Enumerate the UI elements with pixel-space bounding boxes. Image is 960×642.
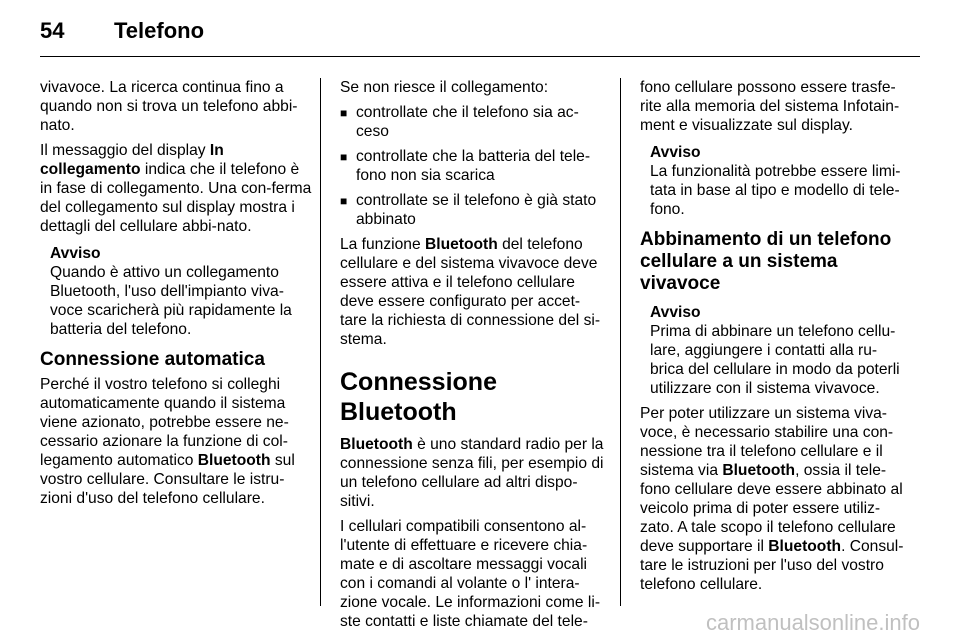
section-heading: Connessione automatica	[40, 349, 265, 370]
column-2	[340, 78, 606, 637]
text-run: sul vostro cellulare. Consultare le istru-zioni d'uso del telefono cellulare.	[40, 452, 295, 507]
list-item-text: controllate che il telefono sia ac-ceso	[356, 104, 579, 140]
paragraph	[40, 375, 312, 508]
paragraph: I cellulari compatibili consentono al-l'utente di effettuare e ricevere chia-mate e di ascoltare messaggi vocali con i comandi al volante o l' intera-zione vocale. Le informazioni come li-ste contatti e liste chiamate del tele-	[340, 518, 601, 630]
list-item-text: controllate che la batteria del tele-fono non sia scarica	[356, 148, 591, 184]
note-title: Avviso	[50, 245, 101, 262]
text-run: del telefono cellulare e del sistema vivavoce deve essere attiva e il telefono cellulare deve essere configurato per accet-tare la richiesta di connessione del si-stema.	[340, 236, 601, 348]
text-run: è uno standard radio per la connessione senza fili, per esempio di un telefono cellulare ad altri dispo-sitivi.	[340, 436, 604, 510]
bold-term: Bluetooth	[768, 538, 842, 555]
note-text: Quando è attivo un collegamento Bluetooth, l'uso dell'impianto viva-voce scaricherà più rapidamente la batteria del telefono.	[50, 264, 292, 338]
paragraph: vivavoce. La ricerca continua fino a quando non si trova un telefono abbi-nato.	[40, 79, 298, 134]
header-rule	[40, 56, 920, 57]
text-run: Il messaggio del display	[40, 142, 210, 159]
note-box	[650, 303, 908, 398]
text-run: . Consul-tare le istruzioni per l'uso del vostro telefono cellulare.	[640, 538, 904, 593]
section-heading: Connessione Bluetooth	[340, 368, 497, 426]
list-item	[340, 103, 606, 141]
bullet-icon: ■	[340, 150, 348, 164]
bold-term: Bluetooth	[424, 236, 498, 253]
list-item	[340, 191, 606, 229]
bullet-icon: ■	[340, 194, 348, 208]
text-run: , ossia il tele-fono cellulare deve essere abbinato al veicolo prima di poter essere utiliz-zato. A tale scopo il telefono cellulare deve supportare il	[640, 462, 903, 555]
list-item-text: controllate se il telefono è già stato abbinato	[356, 192, 597, 228]
text-run: Per poter utilizzare un sistema viva-voce, è necessario stabilire una con-nessione tra il telefono cellulare e il sistema via	[640, 405, 894, 479]
bold-term: Bluetooth	[197, 452, 271, 469]
bold-term: Bluetooth	[722, 462, 796, 479]
column-divider-1	[320, 78, 321, 606]
paragraph	[40, 141, 312, 236]
bullet-list	[340, 103, 606, 229]
paragraph	[640, 404, 908, 594]
note-text: La funzionalità potrebbe essere limi-tata in base al tipo e modello di tele-fono.	[650, 163, 901, 218]
text-run: Perché il vostro telefono si colleghi automaticamente quando il sistema viene azionato, potrebbe essere ne-cessario azionare la funzione di col-legamento automatico	[40, 376, 289, 469]
watermark: carmanualsonline.info	[705, 610, 920, 635]
paragraph	[340, 435, 606, 511]
column-divider-2	[620, 78, 621, 606]
column-1	[40, 78, 312, 514]
paragraph	[340, 235, 606, 349]
section-heading: Abbinamento di un telefono cellulare a un sistema vivavoce	[640, 229, 892, 294]
bullet-icon: ■	[340, 106, 348, 120]
chapter-title: Telefono	[114, 18, 205, 43]
list-item	[340, 147, 606, 185]
paragraph: Se non riesce il collegamento:	[340, 79, 549, 96]
note-box	[50, 244, 312, 339]
note-title: Avviso	[650, 304, 701, 321]
text-run: La funzione	[340, 236, 425, 253]
text-run: indica che il telefono è in fase di collegamento. Una con-ferma del collegamento sul display mostra i dettagli del cellulare abbi-nato.	[40, 161, 312, 235]
note-text: Prima di abbinare un telefono cellu-lare, aggiungere i contatti alla ru-brica del cellulare in modo da poterli utilizzare con il sistema vivavoce.	[650, 323, 900, 397]
note-box	[650, 143, 908, 219]
paragraph: fono cellulare possono essere trasfe-rite alla memoria del sistema Infotain-ment e visualizzate sul display.	[640, 79, 900, 134]
page-number: 54	[40, 18, 65, 43]
column-3	[640, 78, 908, 600]
note-title: Avviso	[650, 144, 701, 161]
bold-term: Bluetooth	[340, 436, 413, 453]
page-header	[0, 0, 960, 56]
display-message: In collegamento	[40, 142, 224, 178]
